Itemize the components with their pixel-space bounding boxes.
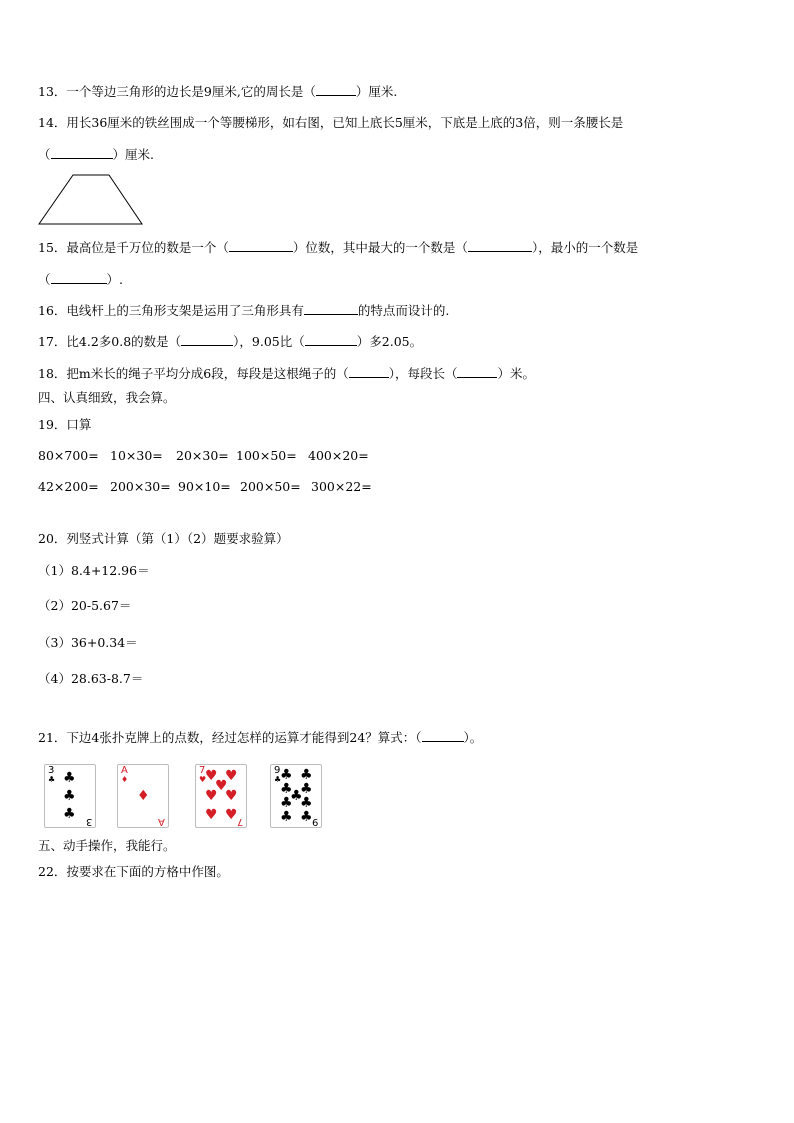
- q17-text-a: 比4.2多0.8的数是（: [66, 334, 182, 349]
- club-icon: ♣: [300, 809, 313, 825]
- question-15-line2: [38, 271, 123, 288]
- q20-item-2: （2）20-5.67＝: [38, 598, 132, 613]
- q20-number: 20．: [38, 531, 67, 546]
- q19-r2-c3: 90×10=: [178, 479, 231, 494]
- q19-r2-c4: 200×50=: [240, 479, 301, 494]
- q15-text-a: 最高位是千万位的数是一个（: [66, 240, 229, 255]
- section-5-heading: 五、动手操作，我能行。: [38, 838, 176, 853]
- q17-text-c: ）多2.05。: [356, 334, 423, 349]
- q21-text-a: 下边4张扑克牌上的点数，经过怎样的运算才能得到24？算式：（: [66, 730, 422, 745]
- q19-r1-c4: 100×50=: [236, 448, 297, 463]
- q16-blank[interactable]: [304, 302, 358, 315]
- q19-r1-c1: 80×700=: [38, 448, 99, 463]
- heart-icon: ♥: [205, 768, 218, 784]
- q21-text-b: ）。: [463, 730, 483, 745]
- club-icon: ♣: [48, 775, 56, 784]
- question-20: [38, 531, 289, 547]
- heart-icon: ♥: [225, 768, 238, 784]
- q18-text-a: 把m米长的绳子平均分成6段，每段是这根绳子的（: [66, 366, 349, 381]
- club-icon: ♣: [280, 767, 293, 783]
- question-15: [38, 239, 638, 256]
- q16-text-a: 电线杆上的三角形支架是运用了三角形具有: [66, 303, 304, 318]
- q20-item-3: （3）36+0.34＝: [38, 635, 138, 650]
- q13-text: 一个等边三角形的边长是9厘米,它的周长是（: [66, 84, 316, 99]
- question-14: [38, 115, 623, 131]
- q18-text-b: ），每段长（: [388, 366, 458, 381]
- heart-icon: ♥: [225, 788, 238, 804]
- q13-number: 13．: [38, 84, 67, 99]
- q19-r2-c5: 300×22=: [311, 479, 372, 494]
- club-icon: ♣: [280, 809, 293, 825]
- heart-icon: ♥: [225, 807, 238, 823]
- club-icon: ♣: [280, 781, 293, 797]
- q14-answer-blank[interactable]: [51, 146, 113, 159]
- card-rank: 3: [48, 765, 55, 776]
- playing-card-ace-diamonds: [117, 764, 169, 828]
- trapezoid-figure: [36, 173, 146, 227]
- q19-r2-c2: 200×30=: [110, 479, 171, 494]
- q20-item-1: （1）8.4+12.96＝: [38, 563, 150, 578]
- heart-icon: ♥: [215, 778, 228, 794]
- q19-r1-c3: 20×30=: [176, 448, 229, 463]
- q20-item-4: （4）28.63-8.7＝: [38, 671, 144, 686]
- heart-icon: ♥: [199, 775, 207, 784]
- playing-card-3-clubs: [44, 764, 96, 828]
- card-rank: 9: [274, 765, 281, 776]
- playing-card-9-clubs: [270, 764, 322, 828]
- club-icon: ♣: [274, 775, 282, 784]
- q15-text-c: ），最小的一个数是: [531, 240, 639, 255]
- q13-answer-blank[interactable]: [316, 83, 356, 96]
- q19-r1-c2: 10×30=: [110, 448, 163, 463]
- q15-blank-2[interactable]: [468, 239, 532, 252]
- question-19: [38, 417, 91, 433]
- q16-text-b: 的特点而设计的.: [357, 303, 450, 318]
- question-18: [38, 365, 535, 382]
- club-icon: ♣: [63, 806, 76, 822]
- q19-number: 19．: [38, 417, 67, 432]
- q14-paren: （: [38, 147, 51, 162]
- q22-number: 22．: [38, 864, 67, 879]
- question-13: [38, 83, 397, 100]
- q15-blank-1[interactable]: [229, 239, 293, 252]
- club-icon: ♣: [290, 788, 303, 804]
- question-14-line2: [38, 146, 154, 163]
- question-16: [38, 302, 449, 319]
- club-icon: ♣: [300, 781, 313, 797]
- q14-text: 用长36厘米的铁丝围成一个等腰梯形，如右图，已知上底长5厘米，下底是上底的3倍，则一条腰长是: [66, 115, 624, 130]
- q15-text-e: ）.: [106, 272, 123, 287]
- question-22: [38, 864, 229, 880]
- q22-text: 按要求在下面的方格中作图。: [66, 864, 229, 879]
- q20-title: 列竖式计算（第（1）（2）题要求验算）: [66, 531, 289, 546]
- q19-title: 口算: [66, 417, 92, 432]
- question-17: [38, 333, 422, 350]
- q15-number: 15．: [38, 240, 67, 255]
- q14-post: ）厘米.: [112, 147, 154, 162]
- q18-blank-2[interactable]: [457, 365, 497, 378]
- playing-card-7-hearts: [195, 764, 247, 828]
- card-rank-inverted: A: [158, 816, 165, 827]
- q15-blank-3[interactable]: [51, 271, 107, 284]
- q17-number: 17．: [38, 334, 67, 349]
- club-icon: ♣: [300, 767, 313, 783]
- card-rank: A: [121, 765, 128, 776]
- club-icon: ♣: [300, 795, 313, 811]
- q14-number: 14．: [38, 115, 67, 130]
- q18-number: 18．: [38, 366, 67, 381]
- q18-blank-1[interactable]: [349, 365, 389, 378]
- club-icon: ♣: [63, 770, 76, 786]
- q17-blank-1[interactable]: [181, 333, 233, 346]
- card-rank: 7: [199, 765, 206, 776]
- q17-blank-2[interactable]: [305, 333, 357, 346]
- diamond-icon: ♦: [121, 775, 129, 784]
- card-rank-inverted: 7: [236, 816, 243, 827]
- diamond-icon: ♦: [137, 788, 150, 804]
- club-icon: ♣: [63, 788, 76, 804]
- q19-r1-c5: 400×20=: [308, 448, 369, 463]
- q17-text-b: ），9.05比（: [233, 334, 305, 349]
- heart-icon: ♥: [205, 788, 218, 804]
- q21-number: 21．: [38, 730, 67, 745]
- heart-icon: ♥: [205, 807, 218, 823]
- q15-text-d: （: [38, 272, 51, 287]
- question-21: [38, 729, 482, 746]
- section-4-heading: 四、认真细致，我会算。: [38, 390, 176, 405]
- q16-number: 16．: [38, 303, 67, 318]
- card-rank-inverted: 9: [311, 816, 318, 827]
- q21-answer-blank[interactable]: [422, 729, 464, 742]
- q18-text-c: ）米。: [497, 366, 535, 381]
- q15-text-b: ）位数，其中最大的一个数是（: [292, 240, 468, 255]
- club-icon: ♣: [280, 795, 293, 811]
- q13-post: ）厘米.: [355, 84, 398, 99]
- card-rank-inverted: 3: [85, 816, 92, 827]
- q19-r2-c1: 42×200=: [38, 479, 99, 494]
